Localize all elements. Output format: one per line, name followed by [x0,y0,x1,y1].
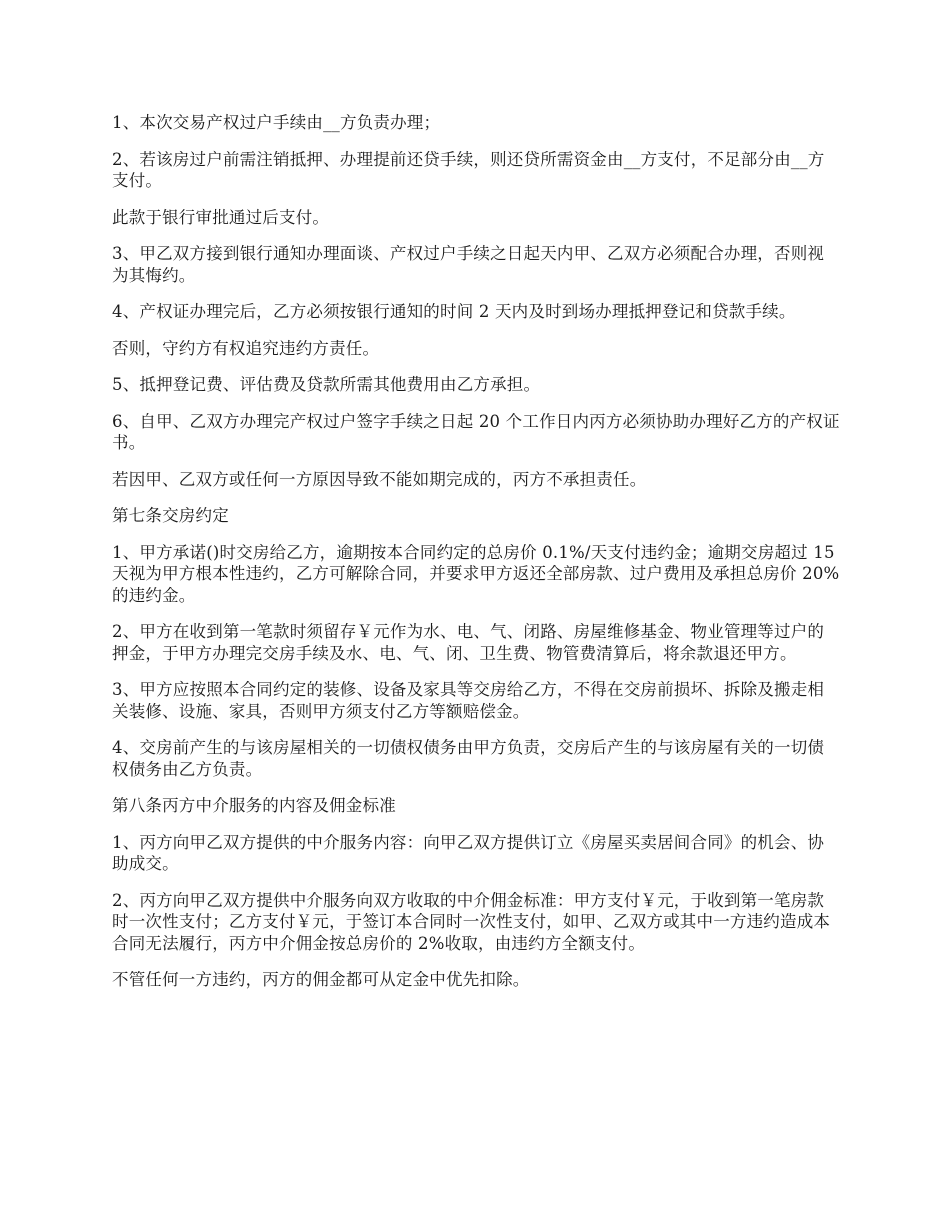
note-bank-approval: 此款于银行审批通过后支付。 [112,207,330,227]
clause-deposit: 2、甲方在收到第一笔款时须留存￥元作为水、电、气、闭路、房屋维修基金、物业管理等过户的押金，于甲方办理完交房手续及水、电、气、闭、卫生费、物管费清算后，将余款退还甲方。 [112,622,825,663]
clause-fixtures: 3、甲方应按照本合同约定的装修、设备及家具等交房给乙方，不得在交房前损坏、拆除及搬走相关装修、设施、家具，否则甲方须支付乙方等额赔偿金。 [112,680,825,721]
clause-bank-interview: 3、甲乙双方接到银行通知办理面谈、产权过户手续之日起天内甲、乙双方必须配合办理，否则视为其悔约。 [112,244,825,285]
note-no-liability: 若因甲、乙双方或任何一方原因导致不能如期完成的，丙方不承担责任。 [112,469,647,489]
clause-mortgage-registration: 4、产权证办理完后，乙方必须按银行通知的时间 2 天内及时到场办理抵押登记和贷款手续。 [112,302,796,321]
note-breach-liability: 否则，守约方有权追究违约方责任。 [112,338,380,358]
section-heading-handover: 第七条交房约定 [112,506,229,525]
clause-transfer-procedure: 1、本次交易产权过户手续由__方负责办理； [112,113,441,132]
section-heading-agency: 第八条丙方中介服务的内容及佣金标准 [112,796,396,815]
document-page [112,112,840,1006]
clause-commission: 2、丙方向甲乙双方提供中介服务向双方收取的中介佣金标准：甲方支付￥元，于收到第一笔房款时一次性支付；乙方支付￥元，于签订本合同时一次性支付，如甲、乙双方或其中一方违约造成本合同无法履行，丙方中介佣金按总房价的 2%收取，由违约方全额支付。 [112,890,831,953]
clause-property-certificate: 6、自甲、乙双方办理完产权过户签字手续之日起 20 个工作日内丙方必须协助办理好乙方的产权证书。 [112,411,840,452]
clause-fees: 5、抵押登记费、评估费及贷款所需其他费用由乙方承担。 [112,375,541,394]
clause-mortgage-release: 2、若该房过户前需注销抵押、办理提前还贷手续，则还贷所需资金由__方支付，不足部分由__方支付。 [112,149,825,190]
note-commission-deduction: 不管任何一方违约，丙方的佣金都可从定金中优先扣除。 [112,970,530,989]
clause-agency-services: 1、丙方向甲乙双方提供的中介服务内容：向甲乙双方提供订立《房屋买卖居间合同》的机会、协助成交。 [112,832,825,873]
clause-debts: 4、交房前产生的与该房屋相关的一切债权债务由甲方负责，交房后产生的与该房屋有关的一切债权债务由乙方负责。 [112,738,825,779]
clause-handover-date: 1、甲方承诺()时交房给乙方，逾期按本合同约定的总房价 0.1%/天支付违约金；逾期交房超过 15 天视为甲方根本性违约，乙方可解除合同，并要求甲方返还全部房款、过户费用及承担总房价 20%的违约金。 [112,542,840,605]
